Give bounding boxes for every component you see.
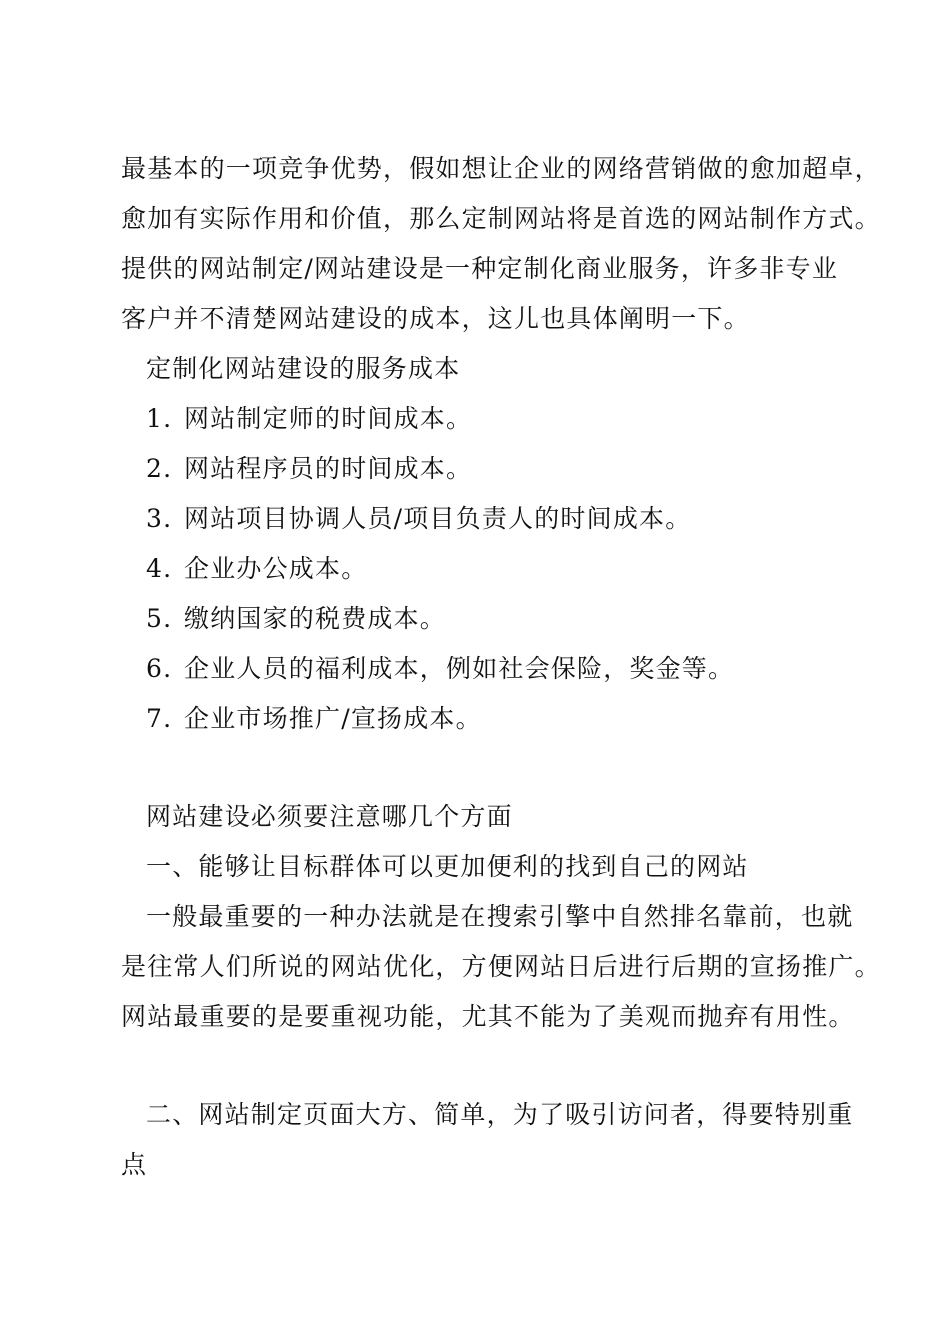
list-item-number: 6. — [146, 654, 173, 683]
list-item — [146, 402, 472, 436]
list-item — [146, 602, 446, 636]
list-item-text: 网站程序员的时间成本。 — [184, 454, 473, 483]
list-item-number: 5. — [146, 604, 173, 633]
list-item — [146, 502, 691, 536]
paragraph-line: 一般最重要的一种办法就是在搜索引擎中自然排名靠前，也就 — [146, 902, 854, 931]
paragraph-line: 网站最重要的是要重视功能，尤其不能为了美观而抛弃有用性。 — [121, 1002, 855, 1031]
list-item — [146, 552, 367, 586]
list-item-text: 缴纳国家的税费成本。 — [184, 604, 447, 633]
list-item-text: 企业人员的福利成本，例如社会保险，奖金等。 — [184, 654, 735, 683]
list-item-text: 企业办公成本。 — [184, 554, 368, 583]
list-item-text: 企业市场推广/宣扬成本。 — [184, 704, 482, 733]
paragraph-line: 最基本的一项竞争优势，假如想让企业的网络营销做的愈加超卓， — [121, 154, 881, 183]
paragraph-line: 愈加有实际作用和价值，那么定制网站将是首选的网站制作方式。 — [121, 204, 881, 233]
list-item-number: 4. — [146, 554, 173, 583]
list-item — [146, 452, 472, 486]
list-item-number: 3. — [146, 504, 173, 533]
list-item-number: 2. — [146, 454, 173, 483]
list-item — [146, 652, 734, 686]
list-item — [146, 702, 482, 736]
list-item-number: 1. — [146, 404, 173, 433]
list-item-number: 7. — [146, 704, 173, 733]
point2-heading: 二、网站制定页面大方、简单，为了吸引访问者，得要特别重 — [146, 1100, 854, 1129]
paragraph-line: 是往常人们所说的网站优化，方便网站日后进行后期的宣扬推广。 — [121, 952, 881, 981]
paragraph-line: 点 — [121, 1150, 148, 1179]
point1-heading: 一、能够让目标群体可以更加便利的找到自己的网站 — [146, 852, 749, 881]
paragraph-line: 客户并不清楚网站建设的成本，这儿也具体阐明一下。 — [121, 304, 750, 333]
list-item-text: 网站制定师的时间成本。 — [184, 404, 473, 433]
list-item-text: 网站项目协调人员/项目负责人的时间成本。 — [184, 504, 692, 533]
notes-heading: 网站建设必须要注意哪几个方面 — [146, 802, 513, 831]
paragraph-line: 提供的网站制定/网站建设是一种定制化商业服务，许多非专业 — [121, 254, 839, 283]
cost-heading: 定制化网站建设的服务成本 — [146, 354, 461, 383]
